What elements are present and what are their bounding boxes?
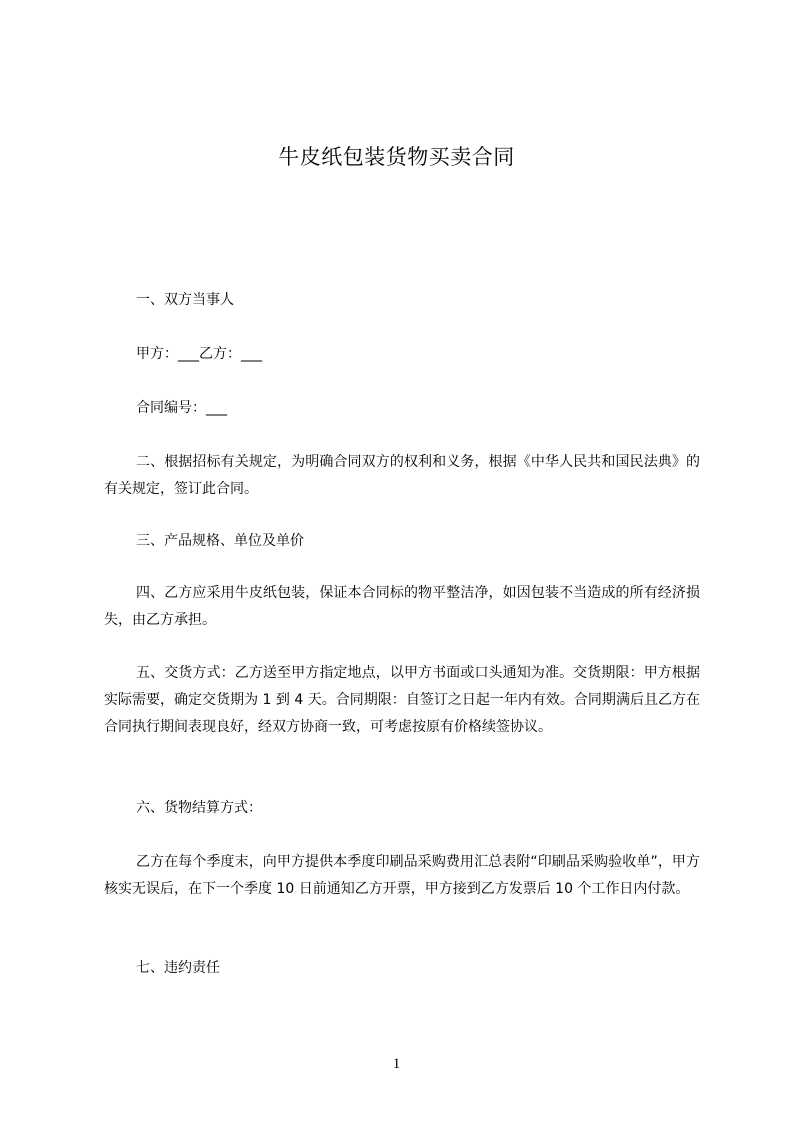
page-number: 1 [392,1056,401,1072]
document-title: 牛皮纸包装货物买卖合同 [278,145,515,169]
section-liability-heading: 七、违约责任 [136,960,220,976]
section-parties-heading: 一、双方当事人 [136,292,234,308]
party-names-line: 甲方：___乙方：___ [136,346,262,362]
section-settlement-body: 乙方在每个季度末，向甲方提供本季度印刷品采购费用汇总表附“印刷品采购验收单”，甲方核实无误后，在下一个季度 10 日前通知乙方开票，甲方接到乙方发票后 10 个工作日内付款。 [104,854,700,897]
section-delivery: 五、交货方式：乙方送至甲方指定地点，以甲方书面或口头通知为准。交货期限：甲方根据实际需要，确定交货期为 1 到 4 天。合同期限：自签订之日起一年内有效。合同期满后且乙方在合同执行期间表现良好，经双方协商一致，可考虑按原有价格续签协议。 [104,665,700,735]
section-legal-basis: 二、根据招标有关规定，为明确合同双方的权利和义务，根据《中华人民共和国民法典》的有关规定，签订此合同。 [104,454,700,497]
contract-number-line: 合同编号：___ [136,400,227,416]
section-settlement-heading: 六、货物结算方式： [136,800,262,816]
section-packaging: 四、乙方应采用牛皮纸包装，保证本合同标的物平整洁净，如因包装不当造成的所有经济损失，由乙方承担。 [104,585,700,628]
section-product-spec-heading: 三、产品规格、单位及单价 [136,533,304,549]
